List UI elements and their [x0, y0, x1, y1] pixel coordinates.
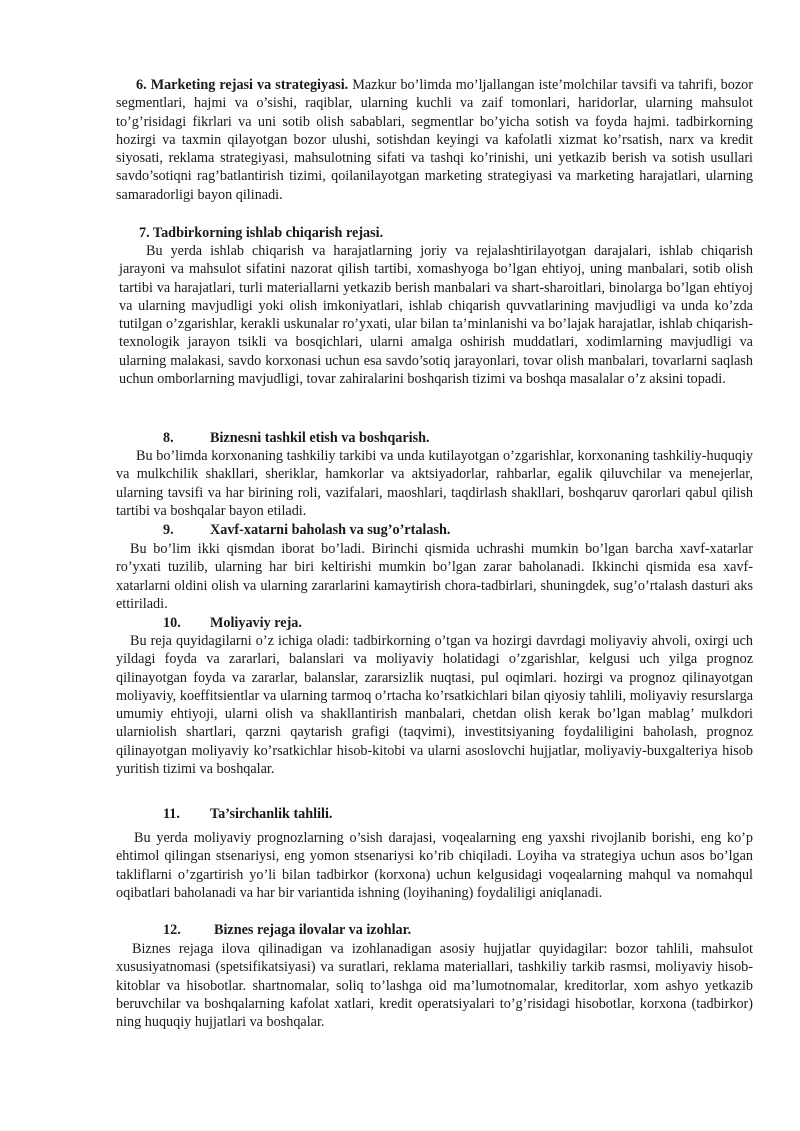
section-heading: Biznes rejaga ilovalar va izohlar. — [214, 922, 412, 938]
section-production — [119, 242, 753, 388]
section-heading: Biznesni tashkil etish va boshqarish. — [210, 430, 430, 446]
section-number: 9. — [163, 522, 174, 538]
section-number: 11. — [163, 806, 180, 822]
section-heading: Xavf-xatarni baholash va sug’o’rtalash. — [210, 522, 451, 538]
section-number: 12. — [163, 922, 181, 938]
section-heading: Moliyaviy reja. — [210, 615, 302, 631]
section-heading: 6. Marketing rejasi va strategiyasi. — [136, 77, 349, 93]
section-finance — [116, 632, 753, 778]
section-organization — [116, 447, 753, 520]
section-body: Bu reja quyidagilarni o’z ichiga oladi: tadbirkorning o’tgan va hozirgi davrdagi moliyaviy ahvoli, oxirgi uch yildagi foyda va zararlari, balanslari va moliyaviy holatidagi o’zgarishlar, kelgusi uch yilga prognoz qilinayotgan foyda va zararlar, balanslar, zararsizlik nuqtasi, pul oqimlari. hozirgi va prognoz qilinayotgan moliyaviy, koeffitsientlar va ularning tarmoq o’rtacha ko’rsatkichlari bilan qiyosiy tahlili, moliyaviy resurslarga umumiy ehtiyoji, ularni olish va shakllantirish manbalari, chetdan olish kerak bo’lgan mablag’ mulkdori ularniolish shartlari, qarzni qaytarish grafigi (taqvimi), investitsiyaning foydaliligini baholash, prognoz qilinayotgan moliyaviy ko’rsatkichlar hisob-kitobi va ularni asoslovchi hujjatlar, moliyaviy-buxgalteriya hisob yuritish tizimi va boshqalar. — [116, 633, 753, 778]
section-body: Bu bo’limda korxonaning tashkiliy tarkibi va unda kutilayotgan o’zgarishlar, korxonaning tashkiliy-huquqiy va mulkchilik shakllari, sheriklar, hamkorlar va aktsiyadorlar, rahbarlar, egalik qiluvchilar va menejerlar, ularning tavsifi va har birining roli, vazifalari, maoshlari, taqdirlash shakllari, boshqaruv qarorlari qabul qilish tartibi va boshqalar bayon etiladi. — [116, 448, 753, 519]
section-appendix — [116, 940, 753, 1031]
section-risk — [116, 540, 753, 613]
section-body: Bu bo’lim ikki qismdan iborat bo’ladi. Birinchi qismida uchrashi mumkin bo’lgan barcha xavf-xatarlar ro’yxati tuzilib, ularning har biri keltirishi mumkin bo’lgan zarar baholanadi. Ikkinchi qismida esa xavf-xatarlarni oldini olish va ularning zararlarini kamaytirish chora-tadbirlari, shuningdek, sug’o’rtalash dasturi aks ettiriladi. — [116, 541, 753, 612]
section-paragraph — [116, 76, 753, 204]
section-marketing — [116, 76, 753, 204]
section-body: Mazkur bo’limda mo’ljallangan iste’molchilar tavsifi va tahrifi, bozor segmentlari, hajmi va o’sishi, raqiblar, ularning kuchli va zaif tomonlari, haridorlar, ularning mahsulot to’g’risidagi fikrlari va uni sotib olish sabablari, segmentlar bo’yicha sotish va foyda hajmi. tadbirkorning hozirgi va taxmin qilayotgan bozor ulushi, sotishdan keyingi va kafolatli xizmat ko’rsatish, narx va kredit siyosati, reklama strategiyasi, mahsulotning sifati va tashqi ko’rinishi, uni yetkazib berish va sotish usullari savdo’sotiqni rag’batlantirish tizimi, qoilanilayotgan marketing strategiyasi va marketing harajatlari, ularning samaradorligi bayon qilinadi. — [116, 77, 753, 203]
section-heading: Ta’sirchanlik tahlili. — [210, 806, 333, 822]
section-number: 8. — [163, 430, 174, 446]
section-heading: 7. Tadbirkorning ishlab chiqarish rejasi. — [139, 225, 384, 241]
section-body: Bu yerda moliyaviy prognozlarning o’sish darajasi, voqealarning eng yaxshi rivojlanib borishi, eng ko’p ehtimol qilingan stsenariysi, eng yomon stsenariysi ko’rib chiqiladi. Loyiha va strategiya uchun asos bo’lgan takliflarni o’zgartirish yo’li bilan tadbirkor (korxona) uchun kelgusidagi voqealarning mahqul va nomahqul oqibatlari baholanadi va har bir variantida ishning (loyihaning) foydaliligi aniqlanadi. — [116, 830, 753, 901]
section-number: 10. — [163, 615, 181, 631]
section-body: Bu yerda ishlab chiqarish va harajatlarning joriy va rejalashtirilayotgan darajalari, ishlab chiqarish jarayoni va mahsulot sifatini nazorat qilish tartibi, xomashyoga bo’lgan ehtiyoj, uning manbalari, sotib olish tartibi va harajatlari, turli materiallarni yetkazib berish manbalari va shart-sharoitlari, binolarga bo’lgan ehtiyoj va ularning mavjudligi yoki olish imkoniyatlari, ishlab chiqarish quvvatlarining mavjudligi va unda ko’zda tutilgan o’zgarishlar, kerakli uskunalar ro’yxati, ular bilan ta’minlanishi va bo’lajak harajatlar, ishlab chiqarish-texnologik jarayon tsikli va bosqichlari, ularni amalga oshirish muddatlari, xodimlarning mavjudligi va ularning malakasi, savdo korxonasi uchun esa savdo’sotiq jarayonlari, tovar olish manbalari, tovarlarni saqlash uchun omborlarning mavjudligi, tovar zahiralarini boshqarish tizimi va boshqa masalalar o’z aksini topadi. — [119, 243, 753, 388]
section-body: Biznes rejaga ilova qilinadigan va izohlanadigan asosiy hujjatlar quyidagilar: bozor tahlili, mahsulot xususiyatnomasi (spetsifikatsiyasi) va suratlari, reklama materiallari, tashkiliy tarkib rasmsi, moliyaviy hisob-kitoblar va hisobotlar. shartnomalar, soliq to’lashga oid ma’lumotnomalar, kreditorlar, xom ashyo yetkazib beruvchilar va boshqalarning kafolat xatlari, kredit operatsiyalari to’g’risidagi hisobotlar, korxona (tadbirkor) ning huquqiy hujjatlari va boshqalar. — [116, 941, 753, 1031]
section-sensitivity — [116, 829, 753, 902]
